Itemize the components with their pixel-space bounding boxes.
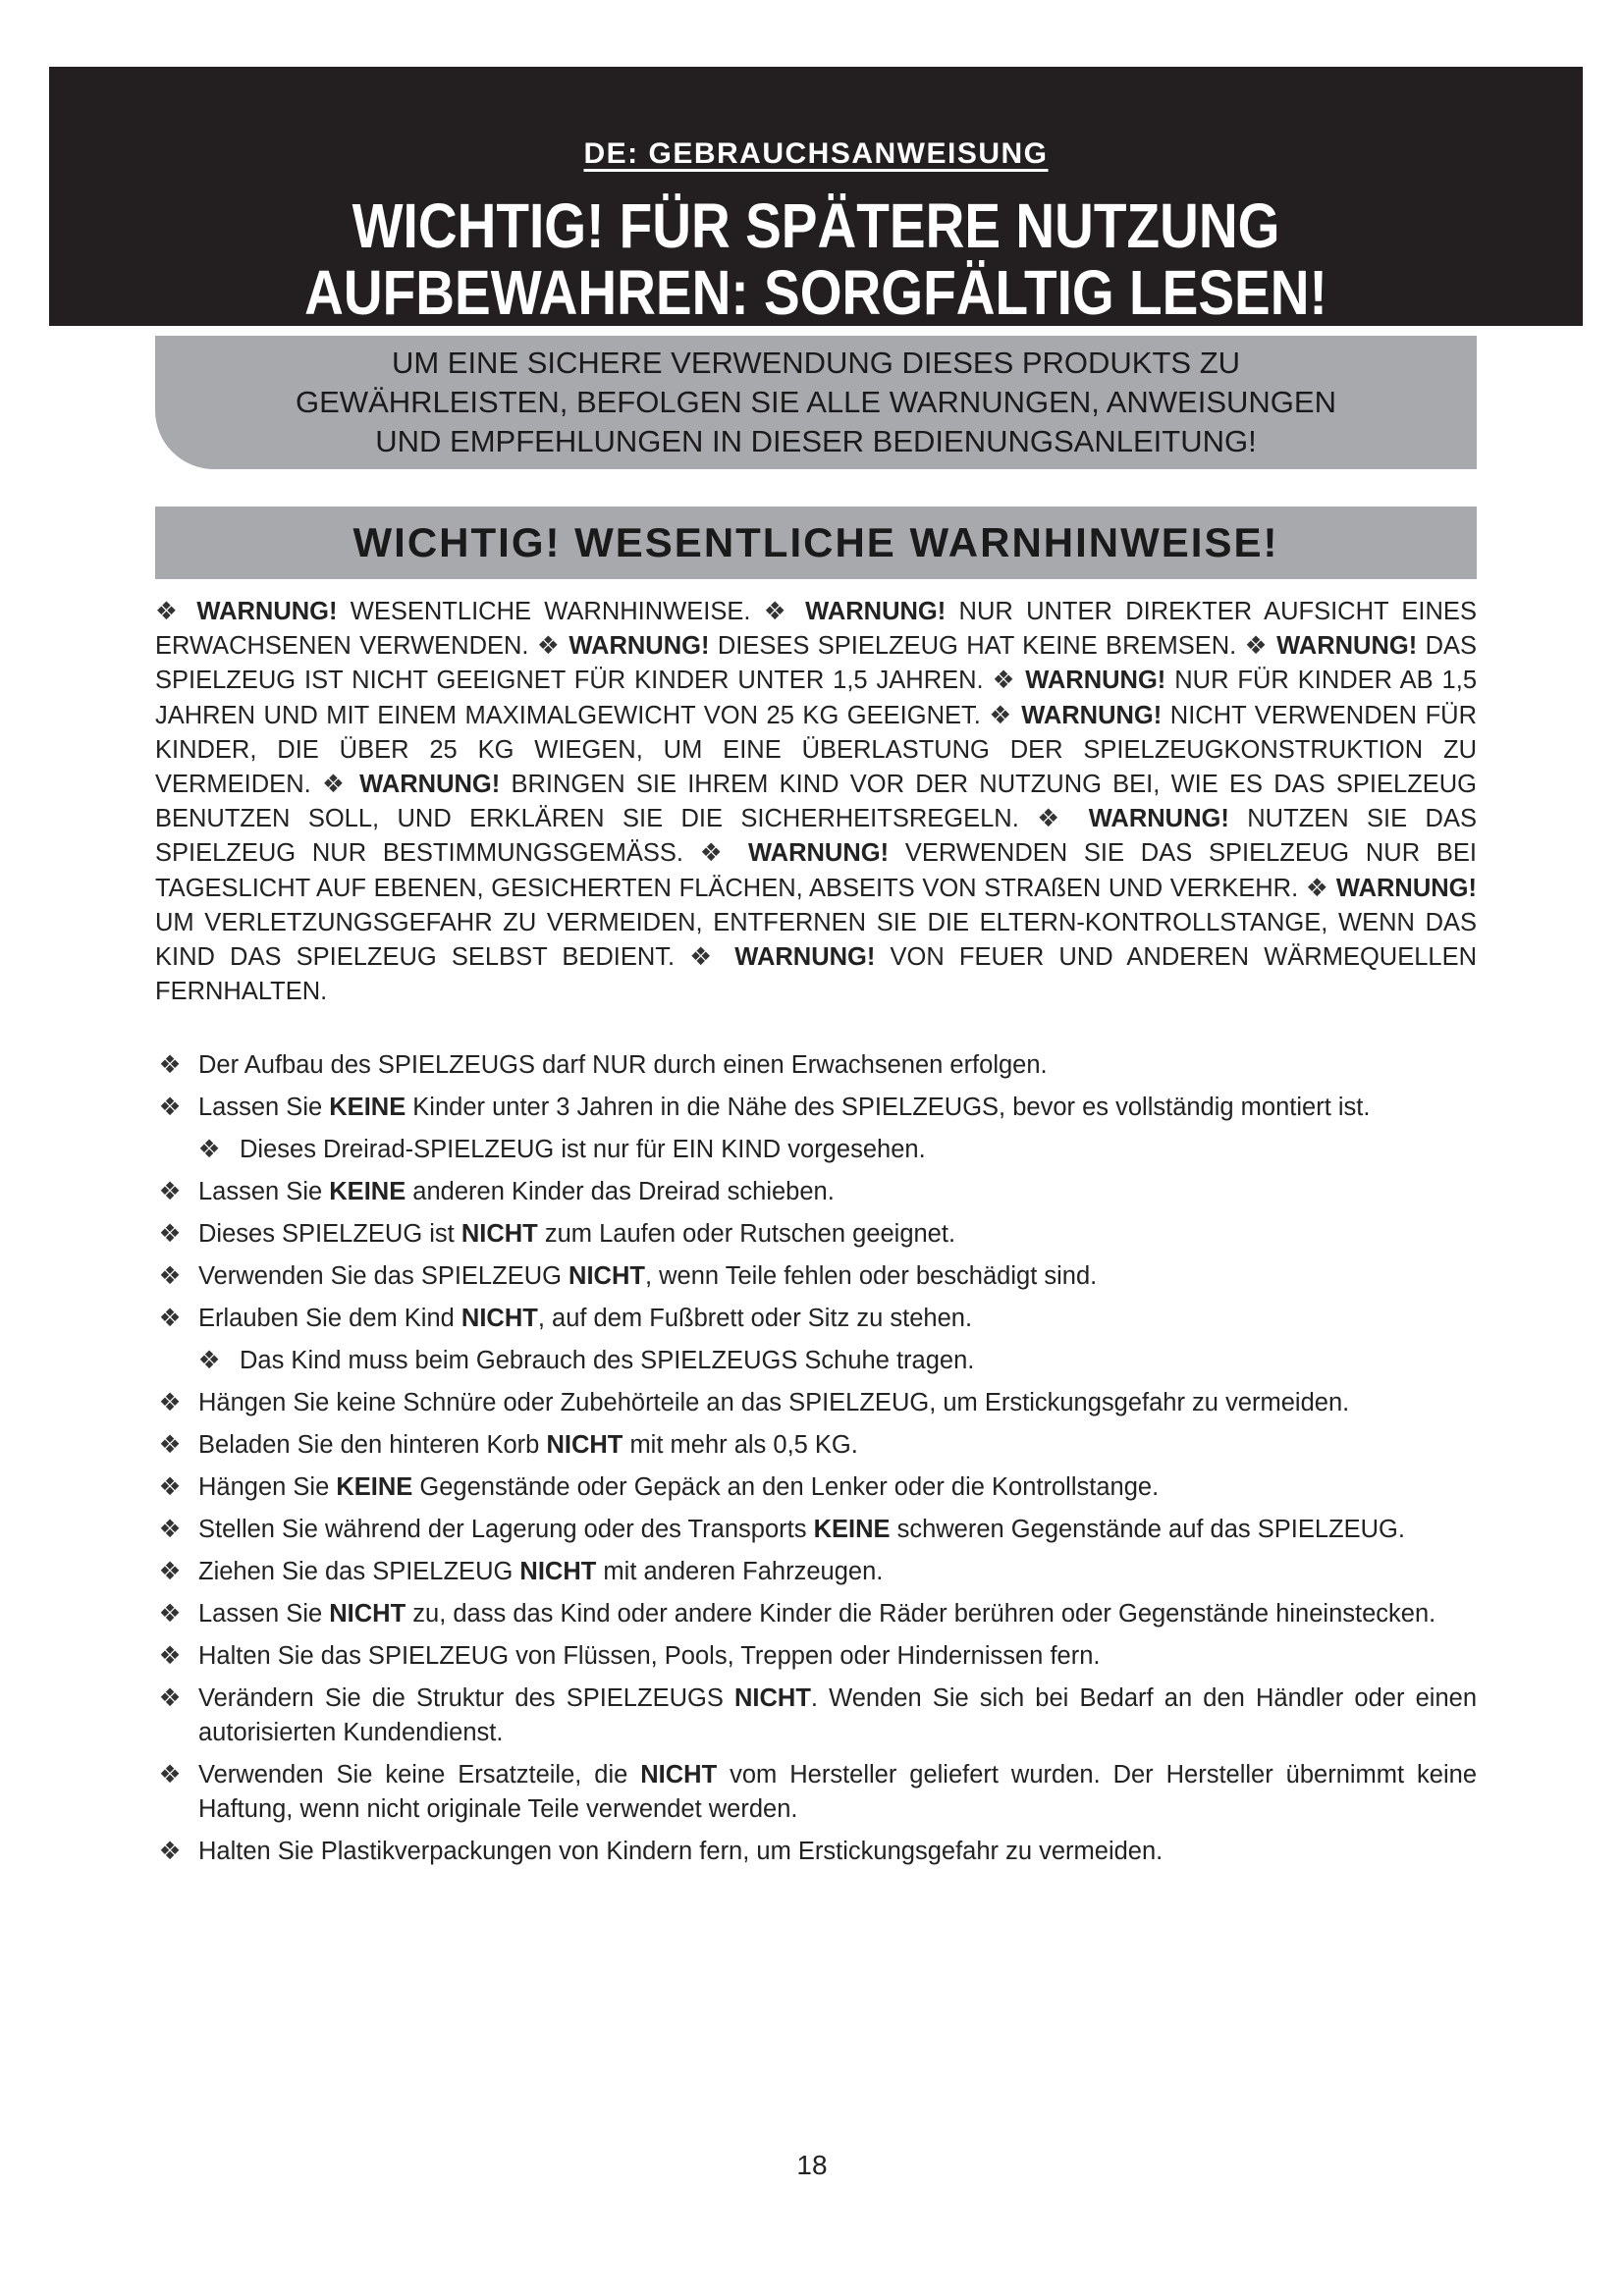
warning-label: WARNUNG! — [568, 632, 710, 661]
list-item — [155, 1386, 1477, 1420]
warning-text: DIESES SPIELZEUG HAT KEINE BREMSEN. — [717, 632, 1237, 661]
notice-line-3: UND EMPFEHLUNGEN IN DIESER BEDIENUNGSANLEITUNG! — [375, 424, 1257, 458]
diamond-bullet-icon: ❖ — [763, 598, 792, 625]
diamond-bullet-icon: ❖ — [158, 1178, 182, 1205]
list-item-text: zu, dass das Kind oder andere Kinder die Räder berühren oder Gegenstände hineinstecken. — [406, 1600, 1436, 1628]
list-item-text: Lassen Sie — [198, 1094, 330, 1121]
list-item — [155, 1091, 1477, 1125]
emphasis-text: KEINE — [813, 1516, 891, 1543]
main-title — [156, 192, 1475, 326]
list-item-text: vom Hersteller geliefert wurden. Der Hersteller übernimmt keine Haftung, wenn nicht originale Teile verwendet werden. — [198, 1761, 1478, 1823]
warning-label: WARNUNG! — [1276, 632, 1418, 661]
diamond-bullet-icon: ❖ — [699, 839, 732, 868]
emphasis-text: NICHT — [460, 1220, 538, 1248]
list-item-text: Beladen Sie den hinteren Korb — [198, 1431, 547, 1459]
warning-text: NUR UNTER DIREKTER AUFSICHT EINES ERWACHSENEN VERWENDEN. — [155, 598, 1477, 661]
list-item — [155, 1682, 1477, 1750]
list-item — [155, 1302, 1477, 1336]
list-item-text: Kinder unter 3 Jahren in die Nähe des SPIELZEUGS, bevor es vollständig montiert ist. — [406, 1094, 1371, 1121]
emphasis-text: NICHT — [733, 1684, 811, 1712]
warning-text: VON FEUER UND ANDEREN WÄRMEQUELLEN FERNHALTEN. — [155, 943, 1477, 1006]
warning-label: WARNUNG! — [748, 839, 890, 868]
list-item — [155, 1259, 1477, 1294]
list-item-text: Halten Sie das SPIELZEUG von Flüssen, Pools, Treppen oder Hindernissen fern. — [198, 1642, 1101, 1670]
warning-label: WARNUNG! — [805, 598, 947, 625]
diamond-bullet-icon: ❖ — [536, 632, 562, 661]
list-item-text: Dieses Dreirad-SPIELZEUG ist nur für EIN KIND vorgesehen. — [240, 1136, 926, 1163]
diamond-bullet-icon: ❖ — [992, 667, 1017, 695]
emphasis-text: KEINE — [329, 1094, 406, 1121]
list-item-text: schweren Gegenstände auf das SPIELZEUG. — [890, 1516, 1405, 1543]
diamond-bullet-icon: ❖ — [1305, 874, 1329, 902]
emphasis-text: NICHT — [519, 1558, 597, 1585]
diamond-bullet-icon: ❖ — [197, 1347, 221, 1374]
emphasis-text: KEINE — [336, 1473, 413, 1501]
warning-text: DAS SPIELZEUG IST NICHT GEEIGNET FÜR KINDER UNTER 1,5 JAHREN. — [155, 632, 1477, 695]
list-item — [155, 1758, 1477, 1827]
list-item-text: Verändern Sie die Struktur des SPIELZEUGS — [198, 1684, 734, 1712]
diamond-bullet-icon: ❖ — [155, 598, 185, 625]
diamond-bullet-icon: ❖ — [158, 1684, 182, 1712]
list-item — [155, 1175, 1477, 1209]
list-item-text: mit anderen Fahrzeugen. — [596, 1558, 884, 1585]
notice-line-2: GEWÄHRLEISTEN, BEFOLGEN SIE ALLE WARNUNGEN, ANWEISUNGEN — [296, 385, 1336, 419]
diamond-bullet-icon: ❖ — [158, 1305, 182, 1332]
warning-label: WARNUNG! — [1335, 874, 1477, 902]
list-item — [155, 1133, 1477, 1167]
list-item-text: Stellen Sie während der Lagerung oder des Transports — [198, 1516, 814, 1543]
list-item-text: Lassen Sie — [198, 1178, 330, 1205]
list-item-text: Ziehen Sie das SPIELZEUG — [198, 1558, 520, 1585]
list-item-text: , wenn Teile fehlen oder beschädigt sind. — [644, 1262, 1098, 1290]
diamond-bullet-icon: ❖ — [158, 1051, 182, 1079]
list-item — [155, 1639, 1477, 1674]
list-item-text: Lassen Sie — [198, 1600, 330, 1628]
list-item — [155, 1048, 1477, 1083]
diamond-bullet-icon: ❖ — [158, 1220, 182, 1248]
list-item-text: Der Aufbau des SPIELZEUGS darf NUR durch einen Erwachsenen erfolgen. — [198, 1051, 1048, 1079]
warning-label: WARNUNG! — [1088, 805, 1229, 833]
list-item-text: Das Kind muss beim Gebrauch des SPIELZEUGS Schuhe tragen. — [240, 1347, 975, 1374]
warning-text: NUTZEN SIE DAS SPIELZEUG NUR BESTIMMUNGSGEMÄSS. — [155, 805, 1477, 868]
warning-label: WARNUNG! — [359, 771, 501, 799]
list-item-text: , auf dem Fußbrett oder Sitz zu stehen. — [537, 1305, 973, 1332]
diamond-bullet-icon: ❖ — [1037, 805, 1071, 833]
diamond-bullet-icon: ❖ — [158, 1558, 182, 1585]
emphasis-text: NICHT — [640, 1761, 718, 1789]
warning-text: VERWENDEN SIE DAS SPIELZEUG NUR BEI TAGESLICHT AUF EBENEN, GESICHERTEN FLÄCHEN, ABSEITS VON STRAßEN UND VERKEHR. — [155, 839, 1477, 902]
main-title-line-1: WICHTIG! FÜR SPÄTERE NUTZUNG — [352, 190, 1280, 261]
diamond-bullet-icon: ❖ — [158, 1389, 182, 1416]
list-item-text: Verwenden Sie keine Ersatzteile, die — [198, 1761, 641, 1789]
diamond-bullet-icon: ❖ — [197, 1136, 221, 1163]
warning-text: BRINGEN SIE IHREM KIND VOR DER NUTZUNG BEI, WIE ES DAS SPIELZEUG BENUTZEN SOLL, UND ERKLÄREN SIE DIE SICHERHEITSREGELN. — [155, 771, 1477, 833]
language-heading: DE: GEBRAUCHSANWEISUNG — [583, 137, 1049, 170]
diamond-bullet-icon: ❖ — [689, 943, 721, 972]
diamond-bullet-icon: ❖ — [158, 1761, 182, 1789]
warnings-paragraph — [155, 595, 1477, 1009]
warning-text: WESENTLICHE WARNHINWEISE. — [350, 598, 751, 625]
safety-notice-box — [155, 336, 1477, 469]
list-item — [155, 1344, 1477, 1378]
warning-text: NICHT VERWENDEN FÜR KINDER, DIE ÜBER 25 KG WIEGEN, UM EINE ÜBERLASTUNG DER SPIELZEUGKONSTRUKTION ZU VERMEIDEN. — [155, 701, 1477, 799]
warning-item — [155, 598, 750, 625]
list-item-text: Erlauben Sie dem Kind — [198, 1305, 461, 1332]
emphasis-text: NICHT — [460, 1305, 538, 1332]
list-item-text: Halten Sie Plastikverpackungen von Kindern fern, um Erstickungsgefahr zu vermeiden. — [198, 1838, 1164, 1865]
list-item-text: Hängen Sie keine Schnüre oder Zubehörteile an das SPIELZEUG, um Erstickungsgefahr zu vermeiden. — [198, 1389, 1350, 1416]
instruction-list — [155, 1048, 1477, 1877]
emphasis-text: NICHT — [568, 1262, 645, 1290]
warning-item — [537, 632, 1236, 660]
list-item — [155, 1470, 1477, 1505]
warning-label: WARNUNG! — [196, 598, 338, 625]
diamond-bullet-icon: ❖ — [989, 701, 1013, 729]
page-number: 18 — [796, 2150, 828, 2180]
warning-label: WARNUNG! — [734, 943, 876, 972]
list-item-text: Verwenden Sie das SPIELZEUG — [198, 1262, 569, 1290]
list-item-text: anderen Kinder das Dreirad schieben. — [406, 1178, 835, 1205]
warning-text: UM VERLETZUNGSGEFAHR ZU VERMEIDEN, ENTFERNEN SIE DIE ELTERN-KONTROLLSTANGE, WENN DAS KIND DAS SPIELZEUG SELBST BEDIENT. — [155, 908, 1477, 972]
list-item-text: Gegenstände oder Gepäck an den Lenker oder die Kontrollstange. — [412, 1473, 1160, 1501]
list-item — [155, 1428, 1477, 1463]
list-item-text: mit mehr als 0,5 KG. — [623, 1431, 858, 1459]
warning-label: WARNUNG! — [1025, 667, 1166, 695]
diamond-bullet-icon: ❖ — [158, 1838, 182, 1865]
list-item-text: Hängen Sie — [198, 1473, 337, 1501]
warning-label: WARNUNG! — [1021, 701, 1163, 729]
emphasis-text: NICHT — [329, 1600, 406, 1628]
diamond-bullet-icon: ❖ — [158, 1600, 182, 1628]
list-item-text: zum Laufen oder Rutschen geeignet. — [537, 1220, 956, 1248]
warning-text: NUR FÜR KINDER AB 1,5 JAHREN UND MIT EINEM MAXIMALGEWICHT VON 25 KG GEEIGNET. — [155, 667, 1477, 729]
main-title-line-2: AUFBEWAHREN: SORGFÄLTIG LESEN! — [304, 257, 1327, 328]
list-item — [155, 1835, 1477, 1869]
diamond-bullet-icon: ❖ — [158, 1262, 182, 1290]
emphasis-text: NICHT — [546, 1431, 623, 1459]
header-band — [49, 67, 1583, 326]
diamond-bullet-icon: ❖ — [158, 1431, 182, 1459]
diamond-bullet-icon: ❖ — [158, 1642, 182, 1670]
list-item — [155, 1217, 1477, 1252]
list-item — [155, 1513, 1477, 1547]
list-item-text: . Wenden Sie sich bei Bedarf an den Händler oder einen autorisierten Kundendienst. — [198, 1684, 1478, 1746]
diamond-bullet-icon: ❖ — [1244, 632, 1269, 661]
list-item — [155, 1555, 1477, 1589]
diamond-bullet-icon: ❖ — [321, 771, 349, 799]
section-heading: WICHTIG! WESENTLICHE WARNHINWEISE! — [155, 507, 1477, 579]
emphasis-text: KEINE — [329, 1178, 406, 1205]
diamond-bullet-icon: ❖ — [158, 1094, 182, 1121]
list-item-text: Dieses SPIELZEUG ist — [198, 1220, 461, 1248]
diamond-bullet-icon: ❖ — [158, 1473, 182, 1501]
diamond-bullet-icon: ❖ — [158, 1516, 182, 1543]
list-item — [155, 1597, 1477, 1631]
notice-line-1: UM EINE SICHERE VERWENDUNG DIESES PRODUKTS ZU — [391, 346, 1241, 380]
